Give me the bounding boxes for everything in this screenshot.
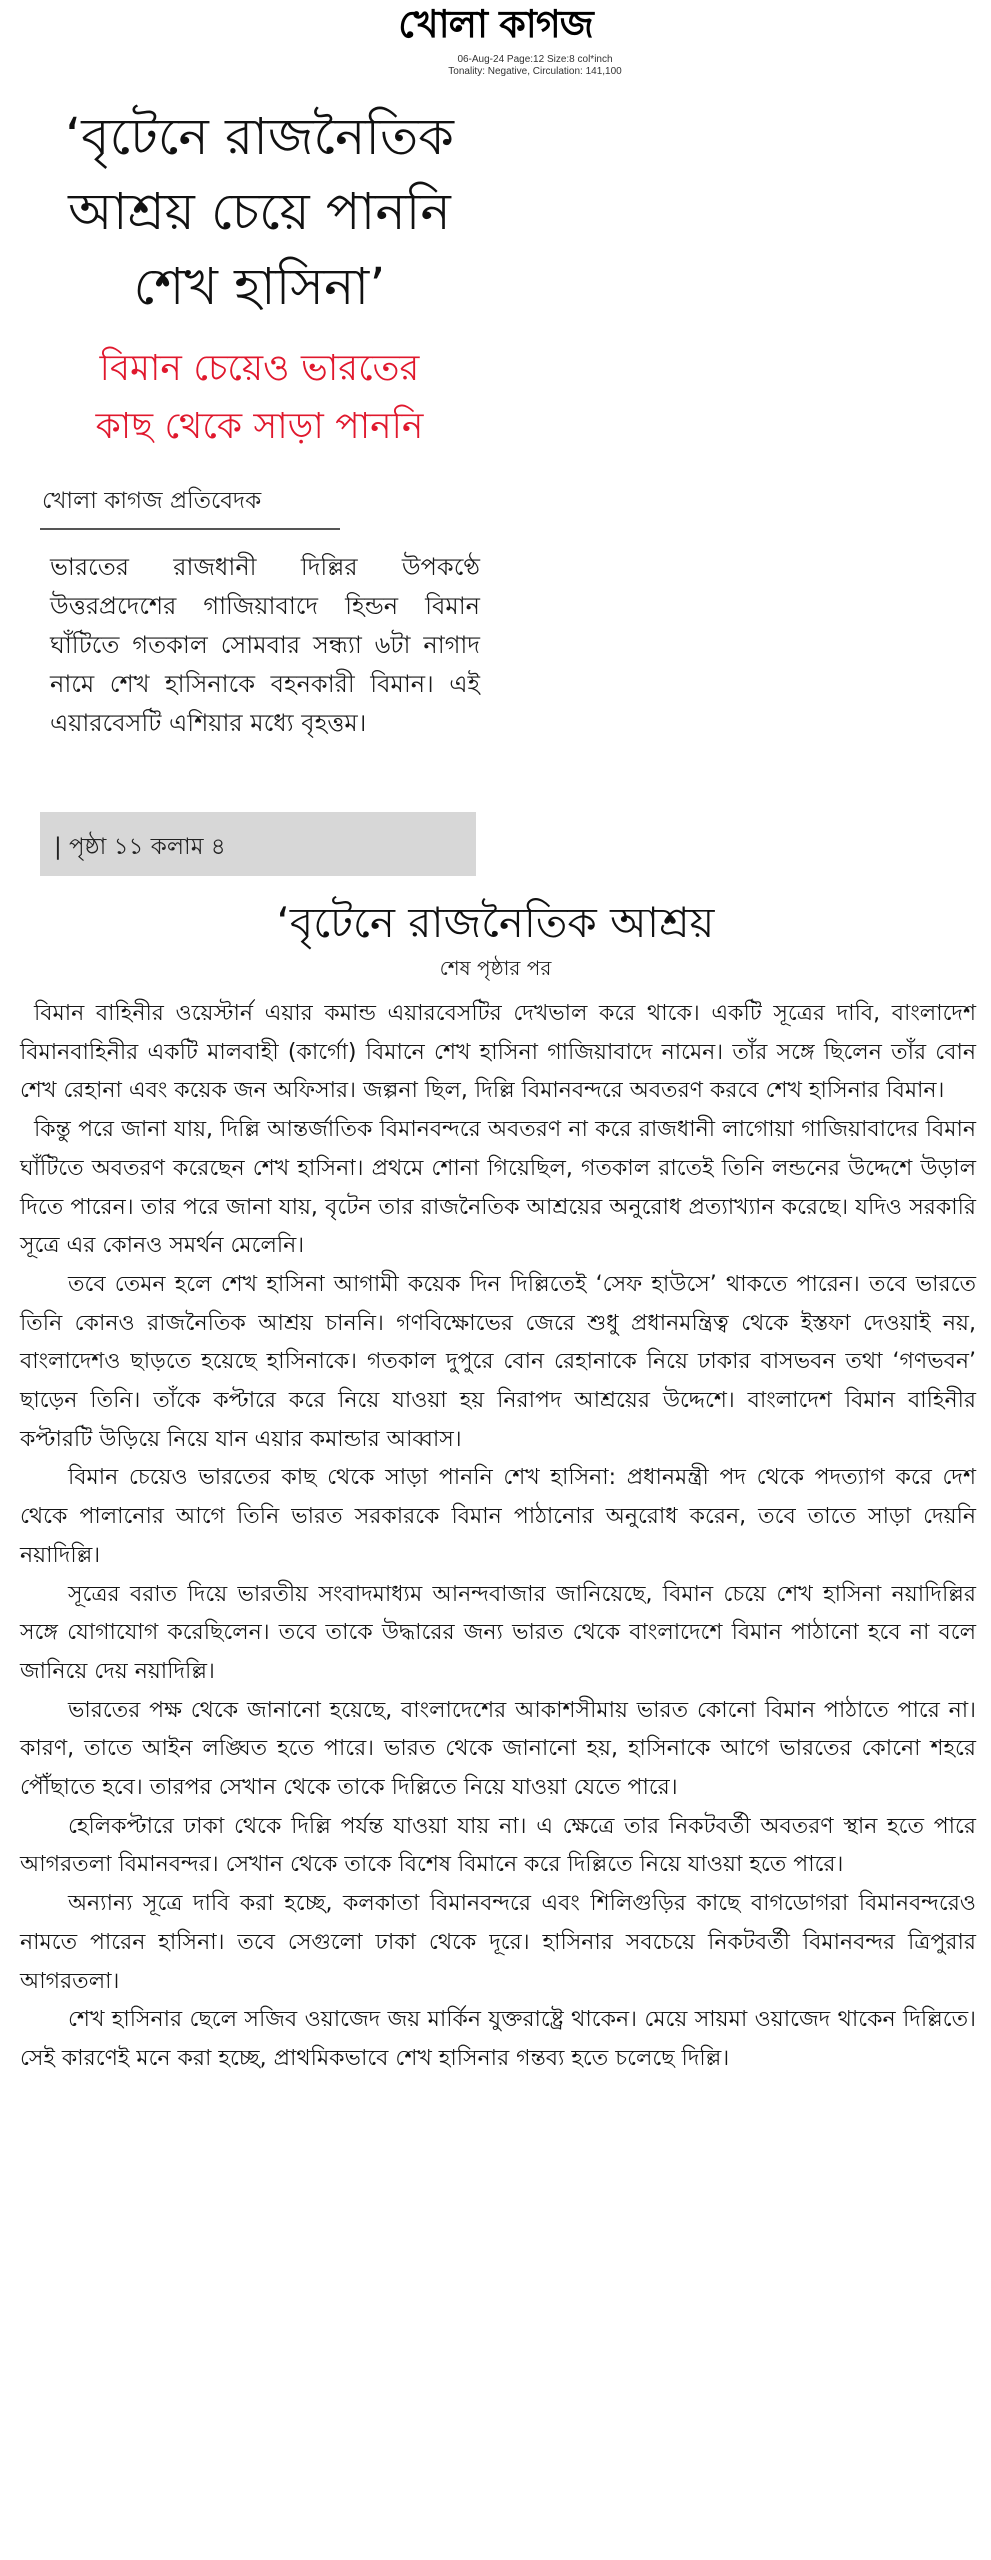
subheadline-line-1: বিমান চেয়েও ভারতের (99, 348, 420, 389)
subheadline (32, 340, 487, 456)
article-body (20, 995, 976, 2079)
page-reference-box (40, 812, 476, 876)
headline-line-3: শেখ হাসিনা’ (133, 258, 386, 317)
article-paragraph: বিমান বাহিনীর ওয়েস্টার্ন এয়ার কমান্ড এয়ারবেসটির দেখভাল করে থাকে। একটি সূত্রের দাবি, বাংলাদেশ বিমানবাহিনীর একটি মালবাহী (কার্গো) বিমানে শেখ হাসিনা গাজিয়াবাদে নামেন। তাঁর সঙ্গে ছিলেন তাঁর বোন শেখ রেহানা এবং কয়েক জন অফিসার। জল্পনা ছিল, দিল্লি বিমানবন্দরে অবতরণ করবে শেখ হাসিনার বিমান। (20, 1001, 976, 1104)
article-paragraph: শেখ হাসিনার ছেলে সজিব ওয়াজেদ জয় মার্কিন যুক্তরাষ্ট্রে থাকেন। মেয়ে সায়মা ওয়াজেদ থাকেন দিল্লিতে। সেই কারণেই মনে করা হচ্ছে, প্রাথমিকভাবে শেখ হাসিনার গন্তব্য হতে চলেছে দিল্লি। (20, 2007, 976, 2071)
article-paragraph: বিমান চেয়েও ভারতের কাছ থেকে সাড়া পাননি শেখ হাসিনা: প্রধানমন্ত্রী পদ থেকে পদত্যাগ করে দেশ থেকে পালানোর আগে তিনি ভারত সরকারকে বিমান পাঠানোর অনুরোধ করেন, তবে তাতে সাড়া দেয়নি নয়াদিল্লি। (20, 1465, 976, 1568)
meta-line-1: 06-Aug-24 Page:12 Size:8 col*inch (457, 54, 613, 65)
headline-line-2: আশ্রয় চেয়ে পাননি (68, 183, 451, 242)
clip-metadata (415, 54, 655, 78)
meta-line-2: Tonality: Negative, Circulation: 141,100 (448, 66, 622, 77)
subheadline-line-2: কাছ থেকে সাড়া পাননি (95, 406, 424, 447)
headline-line-1: ‘বৃটেনে রাজনৈতিক (65, 108, 454, 167)
article-paragraph: হেলিকপ্টারে ঢাকা থেকে দিল্লি পর্যন্ত যাওয়া যায় না। এ ক্ষেত্রে তার নিকটবর্তী অবতরণ স্থান হতে পারে আগরতলা বিমানবন্দর। সেখান থেকে তাকে বিশেষ বিমানে করে দিল্লিতে নিয়ে যাওয়া হতে পারে। (20, 1813, 976, 1878)
continuation-headline: ‘বৃটেনে রাজনৈতিক আশ্রয় (276, 898, 715, 947)
article-paragraph: তবে তেমন হলে শেখ হাসিনা আগামী কয়েক দিন দিল্লিতেই ‘সেফ হাউসে’ থাকতে পারেন। তবে ভারতে তিনি কোনও রাজনৈতিক আশ্রয় চাননি। গণবিক্ষোভের জেরে শুধু প্রধানমন্ত্রিত্ব থেকে ইস্তফা দেওয়াই নয়, বাংলাদেশও ছাড়তে হয়েছে হাসিনাকে। গতকাল দুপুরে বোন রেহানাকে নিয়ে ঢাকার বাসভবন তথা ‘গণভবন’ ছাড়েন তিনি। তাঁকে কপ্টারে করে নিয়ে যাওয়া হয় নিরাপদ আশ্রয়ের উদ্দেশে। বাংলাদেশ বিমান বাহিনীর কপ্টারটি উড়িয়ে নিয়ে যান এয়ার কমান্ডার আব্বাস। (20, 1271, 976, 1452)
headline (32, 100, 487, 325)
article-paragraph: কিন্তু পরে জানা যায়, দিল্লি আন্তর্জাতিক বিমানবন্দরে অবতরণ না করে রাজধানী লাগোয়া গাজিয়াবাদের বিমান ঘাঁটিতে অবতরণ করেছেন শেখ হাসিনা। প্রথমে শোনা গিয়েছিল, গতকাল রাতেই তিনি লন্ডনের উদ্দেশে উড়াল দিতে পারেন। তার পরে জানা যায়, বৃটেন তার রাজনৈতিক আশ্রয়ের অনুরোধ প্রত্যাখ্যান করেছে। যদিও সরকারি সূত্রে এর কোনও সমর্থন মেলেনি। (20, 1117, 976, 1259)
continuation-subtitle: শেষ পৃষ্ঠার পর (439, 956, 552, 980)
article-paragraph: ভারতের পক্ষ থেকে জানানো হয়েছে, বাংলাদেশের আকাশসীমায় ভারত কোনো বিমান পাঠাতে পারে না। কারণ, তাতে আইন লঙ্ঘিত হতে পারে। ভারত থেকে জানানো হয়, হাসিনাকে আগে ভারতের কোনো শহরে পৌঁছাতে হবে। তারপর সেখান থেকে তাকে দিল্লিতে নিয়ে যাওয়া যেতে পারে। (20, 1697, 976, 1801)
masthead (0, 0, 991, 80)
logo-text: খোলা কাগজ (398, 2, 593, 46)
page-reference: | পৃষ্ঠা ১১ কলাম ৪ (54, 834, 226, 860)
newspaper-logo (0, 4, 991, 44)
article-paragraph: সূত্রের বরাত দিয়ে ভারতীয় সংবাদমাধ্যম আনন্দবাজার জানিয়েছে, বিমান চেয়ে শেখ হাসিনা নয়াদিল্লির সঙ্গে যোগাযোগ করেছিলেন। তবে তাকে উদ্ধারের জন্য ভারত থেকে বাংলাদেশে বিমান পাঠানো হবে না বলে জানিয়ে দেয় নয়াদিল্লি। (20, 1581, 976, 1684)
article-paragraph: অন্যান্য সূত্রে দাবি করা হচ্ছে, কলকাতা বিমানবন্দরে এবং শিলিগুড়ির কাছে বাগডোগরা বিমানবন্দরেও নামতে পারেন হাসিনা। তবে সেগুলো ঢাকা থেকে দূরে। হাসিনার সবচেয়ে নিকটবর্তী বিমানবন্দর ত্রিপুরার আগরতলা। (20, 1891, 976, 1994)
intro-paragraph: ভারতের রাজধানী দিল্লির উপকণ্ঠে উত্তরপ্রদেশের গাজিয়াবাদে হিন্ডন বিমান ঘাঁটিতে গতকাল সোমবার সন্ধ্যা ৬টা নাগাদ নামে শেখ হাসিনাকে বহনকারী বিমান। এই এয়ারবেসটি এশিয়ার মধ্যে বৃহত্তম। (50, 553, 480, 737)
byline-divider (40, 528, 340, 530)
byline: খোলা কাগজ প্রতিবেদক (42, 488, 262, 514)
